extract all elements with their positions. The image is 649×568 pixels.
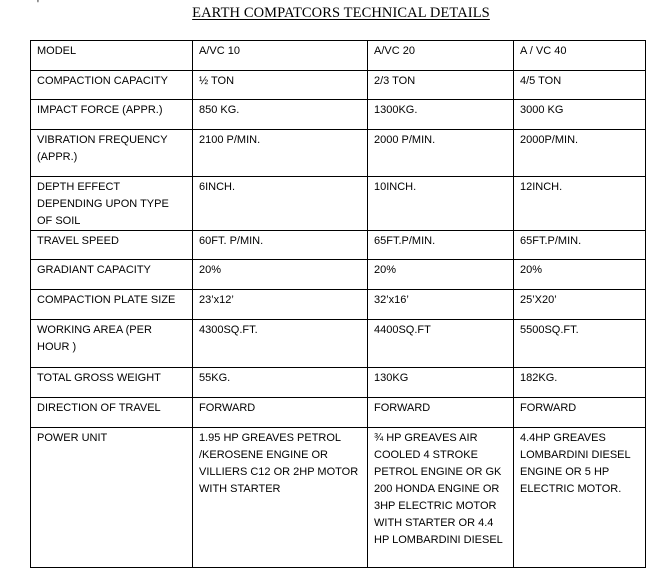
table-row-travel-speed — [31, 231, 646, 260]
cell-vc20: 4400SQ.FT — [368, 320, 514, 368]
cell-vc10: ½ TON — [193, 71, 368, 100]
cell-vc40: 3000 KG — [514, 100, 646, 130]
table-row-vibration-frequency — [31, 130, 646, 177]
cell-vc20: 10INCH. — [368, 177, 514, 231]
row-label: DEPTH EFFECT DEPENDING UPON TYPE OF SOIL — [31, 177, 193, 231]
table-row-compaction-capacity — [31, 71, 646, 100]
cell-vc20: 130KG — [368, 368, 514, 398]
cell-vc10: A/VC 10 — [193, 41, 368, 71]
cell-vc10: 55KG. — [193, 368, 368, 398]
cell-vc10: 23’x12’ — [193, 290, 368, 320]
cell-vc10: 4300SQ.FT. — [193, 320, 368, 368]
cell-vc10: 6INCH. — [193, 177, 368, 231]
cell-vc40: FORWARD — [514, 398, 646, 428]
cell-vc20: ¾ HP GREAVES AIR COOLED 4 STROKE PETROL ENGINE OR GK 200 HONDA ENGINE OR 3HP ELECTRIC MOTOR WITH STARTER OR 4.4 HP LOMBARDINI DIESEL — [368, 428, 514, 568]
cell-vc10: FORWARD — [193, 398, 368, 428]
cell-vc20: 2000 P/MIN. — [368, 130, 514, 177]
row-label: WORKING AREA (PER HOUR ) — [31, 320, 193, 368]
row-label: POWER UNIT — [31, 428, 193, 568]
row-label: IMPACT FORCE (APPR.) — [31, 100, 193, 130]
row-label: GRADIANT CAPACITY — [31, 260, 193, 290]
table-row-power-unit — [31, 428, 646, 568]
cell-vc20: FORWARD — [368, 398, 514, 428]
row-label: TRAVEL SPEED — [31, 231, 193, 260]
cell-vc40: 65FT.P/MIN. — [514, 231, 646, 260]
row-label: TOTAL GROSS WEIGHT — [31, 368, 193, 398]
cell-vc20: 1300KG. — [368, 100, 514, 130]
cell-vc40: 182KG. — [514, 368, 646, 398]
row-label: COMPACTION CAPACITY — [31, 71, 193, 100]
table-row-depth-effect — [31, 177, 646, 231]
cell-vc40: 4.4HP GREAVES LOMBARDINI DIESEL ENGINE OR 5 HP ELECTRIC MOTOR. — [514, 428, 646, 568]
document-title: EARTH COMPATCORS TECHNICAL DETAILS — [192, 5, 490, 21]
row-label: MODEL — [31, 41, 193, 71]
cell-vc40: 4/5 TON — [514, 71, 646, 100]
cell-vc10: 60FT. P/MIN. — [193, 231, 368, 260]
table-row-impact-force — [31, 100, 646, 130]
cell-vc20: 65FT.P/MIN. — [368, 231, 514, 260]
cell-vc40: 25’X20’ — [514, 290, 646, 320]
cell-vc10: 20% — [193, 260, 368, 290]
table-row-plate-size — [31, 290, 646, 320]
cell-vc40: 20% — [514, 260, 646, 290]
cell-vc40: 12INCH. — [514, 177, 646, 231]
cell-vc40: 5500SQ.FT. — [514, 320, 646, 368]
row-label: COMPACTION PLATE SIZE — [31, 290, 193, 320]
row-label: VIBRATION FREQUENCY (APPR.) — [31, 130, 193, 177]
cell-vc10: 1.95 HP GREAVES PETROL /KEROSENE ENGINE OR VILLIERS C12 OR 2HP MOTOR WITH STARTER — [193, 428, 368, 568]
stray-mark: ' — [37, 0, 39, 10]
table-row-model — [31, 41, 646, 71]
cell-vc20: 2/3 TON — [368, 71, 514, 100]
table-row-working-area — [31, 320, 646, 368]
cell-vc40: 2000P/MIN. — [514, 130, 646, 177]
table-row-gross-weight — [31, 368, 646, 398]
table-row-gradiant-capacity — [31, 260, 646, 290]
cell-vc20: A/VC 20 — [368, 41, 514, 71]
cell-vc10: 2100 P/MIN. — [193, 130, 368, 177]
cell-vc40: A / VC 40 — [514, 41, 646, 71]
cell-vc10: 850 KG. — [193, 100, 368, 130]
table-row-direction — [31, 398, 646, 428]
technical-details-table — [30, 40, 646, 568]
row-label: DIRECTION OF TRAVEL — [31, 398, 193, 428]
cell-vc20: 32’x16’ — [368, 290, 514, 320]
cell-vc20: 20% — [368, 260, 514, 290]
